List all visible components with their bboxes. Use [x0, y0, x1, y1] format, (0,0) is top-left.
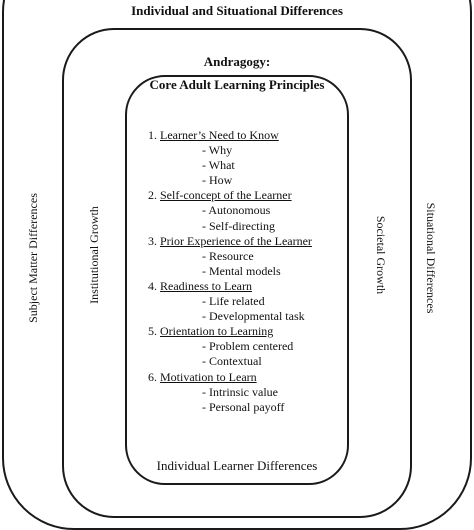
core-subtitle: Core Adult Learning Principles	[149, 77, 325, 92]
principle-subitem: - Autonomous	[202, 203, 271, 218]
core-title: Andragogy:	[203, 54, 271, 69]
principle-number: 5.	[148, 324, 157, 339]
principle-heading	[148, 128, 312, 143]
principle-subitem: - Mental models	[202, 263, 281, 278]
outer-right-label: Situational Differences	[424, 202, 438, 314]
outer-top-label: Individual and Situational Differences	[131, 3, 343, 18]
principle-subitem: - Problem centered	[202, 339, 294, 354]
principle-subitem: - Intrinsic value	[202, 384, 278, 399]
principle-number: 1.	[148, 128, 157, 142]
principle-title: Motivation to Learn	[160, 369, 257, 384]
outer-bottom-label: Individual Learner Differences	[156, 458, 318, 473]
principle-subitem: - Life related	[202, 294, 265, 309]
principle-title: Readiness to Learn	[160, 278, 252, 293]
principle-heading	[148, 279, 312, 294]
principle-number: 3.	[148, 233, 157, 248]
principle-subitem: - Developmental task	[202, 309, 305, 324]
principle-subitem: - Self-directing	[202, 218, 275, 233]
principles-list	[148, 128, 312, 415]
principle-heading	[148, 234, 312, 249]
principle-title: Self-concept of the Learner	[160, 188, 292, 203]
middle-left-label: Institutional Growth	[87, 206, 101, 304]
principle-title: Prior Experience of the Learner	[160, 233, 312, 248]
principle-title: Learner’s Need to Know	[160, 128, 279, 142]
principle-heading	[148, 370, 312, 385]
principle-number: 6.	[148, 369, 157, 384]
principle-subitem: - What	[202, 158, 235, 173]
principle-number: 2.	[148, 188, 157, 203]
principle-subitem: - Why	[202, 143, 233, 158]
principle-heading	[148, 324, 312, 339]
principle-heading	[148, 188, 312, 203]
principle-title: Orientation to Learning	[160, 324, 274, 339]
principle-number: 4.	[148, 278, 157, 293]
principle-subitem: - How	[202, 173, 233, 188]
principle-subitem: - Personal payoff	[202, 399, 285, 414]
outer-left-label: Subject Matter Differences	[26, 193, 40, 323]
principle-subitem: - Contextual	[202, 354, 262, 369]
middle-right-label: Societal Growth	[374, 215, 388, 295]
principle-subitem: - Resource	[202, 248, 254, 263]
